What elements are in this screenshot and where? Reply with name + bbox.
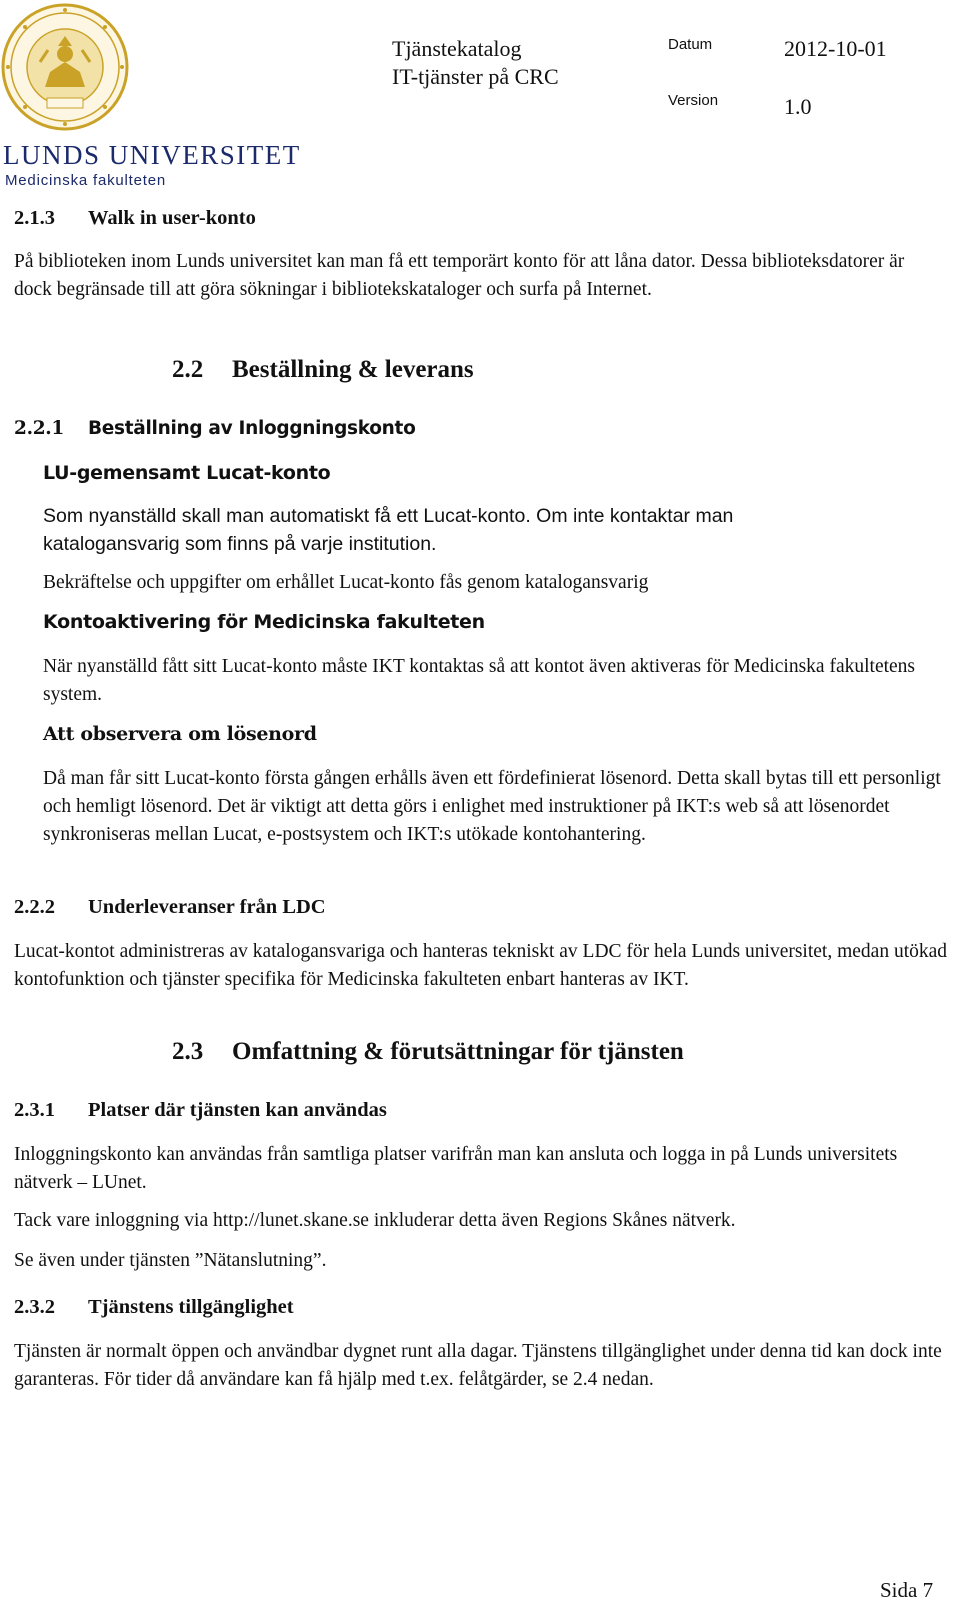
section-title: Underleveranser från LDC	[88, 896, 326, 918]
paragraph: Inloggningskonto kan användas från samtliga platser varifrån man kan ansluta och logga in på Lunds universitets nätverk – LUnet.	[14, 1144, 898, 1193]
section-heading-2-1-3	[14, 207, 256, 230]
section-number: 2.3	[172, 1038, 204, 1065]
university-logo	[0, 0, 301, 190]
section-title: Walk in user-konto	[88, 207, 256, 229]
section-title: Beställning av Inloggningskonto	[88, 418, 416, 439]
section-number: 2.3.1	[14, 1099, 55, 1121]
paragraph: Tjänsten är normalt öppen och användbar dygnet runt alla dagar. Tjänstens tillgänglighet under denna tid kan dock inte garanteras. För tider då användare kan få hjälp med t.ex. felåtgärder, se 2.4 nedan.	[14, 1341, 942, 1390]
version-label: Version	[668, 92, 719, 109]
logo-faculty-name: Medicinska fakulteten	[5, 172, 167, 189]
doc-title: Tjänstekatalog	[392, 36, 522, 61]
subheading-losenord: Att observera om lösenord	[43, 723, 317, 745]
paragraph: Tack vare inloggning via http://lunet.skane.se inkluderar detta även Regions Skånes nätverk.	[14, 1210, 736, 1231]
section-number: 2.2.1	[14, 418, 64, 439]
section-heading-2-2-2	[14, 896, 326, 919]
version-value: 1.0	[784, 94, 812, 119]
section-title: Platser där tjänsten kan användas	[88, 1099, 387, 1121]
subheading-lucat-konto: LU-gemensamt Lucat-konto	[43, 462, 331, 484]
paragraph: När nyanställd fått sitt Lucat-konto måste IKT kontaktas så att kontot även aktiveras för Medicinska fakultetens system.	[43, 656, 916, 705]
logo-university-name: LUNDS UNIVERSITET	[3, 140, 301, 170]
paragraph: Som nyanställd skall man automatiskt få ett Lucat-konto. Om inte kontaktar man katalogansvarig som finns på varje institution.	[43, 505, 734, 555]
university-seal-icon	[0, 2, 130, 132]
paragraph: Lucat-kontot administreras av katalogansvariga och hanteras tekniskt av LDC för hela Lunds universitet, medan utökad kontofunktion och tjänster specifika för Medicinska fakulteten enbart hanteras av IKT.	[14, 941, 948, 990]
section-number: 2.2.2	[14, 896, 55, 918]
section-heading-2-3	[172, 1038, 684, 1066]
paragraph: Se även under tjänsten ”Nätanslutning”.	[14, 1250, 327, 1271]
paragraph: Bekräftelse och uppgifter om erhållet Lucat-konto fås genom katalogansvarig	[43, 572, 649, 593]
section-number: 2.3.2	[14, 1296, 55, 1318]
section-heading-2-3-1	[14, 1099, 387, 1122]
section-title: Omfattning & förutsättningar för tjänsten	[232, 1038, 684, 1065]
section-heading-2-3-2	[14, 1296, 294, 1319]
section-title: Tjänstens tillgänglighet	[88, 1296, 294, 1318]
section-title: Beställning & leverans	[232, 356, 474, 383]
doc-subtitle: IT-tjänster på CRC	[392, 64, 559, 89]
section-number: 2.2	[172, 356, 204, 383]
paragraph: På biblioteken inom Lunds universitet kan man få ett temporärt konto för att låna dator. Dessa biblioteksdatorer är dock begränsade till att göra sökningar i bibliotekskataloger och surfa på Internet.	[14, 251, 905, 300]
page-number: Sida 7	[880, 1578, 934, 1602]
section-number: 2.1.3	[14, 207, 55, 229]
section-heading-2-2	[172, 356, 474, 384]
section-heading-2-2-1	[14, 418, 416, 439]
subheading-kontoaktivering: Kontoaktivering för Medicinska fakulteten	[43, 611, 485, 633]
paragraph: Då man får sitt Lucat-konto första gången erhålls även ett fördefinierat lösenord. Detta skall bytas till ett personligt och hemligt lösenord. Det är viktigt att detta görs i enlighet med instruktioner på IKT:s web så att lösenordet synkroniseras mellan Lucat, e-postsystem och IKT:s utökade kontohantering.	[43, 768, 941, 845]
date-label: Datum	[668, 36, 713, 53]
date-value: 2012-10-01	[784, 36, 887, 61]
